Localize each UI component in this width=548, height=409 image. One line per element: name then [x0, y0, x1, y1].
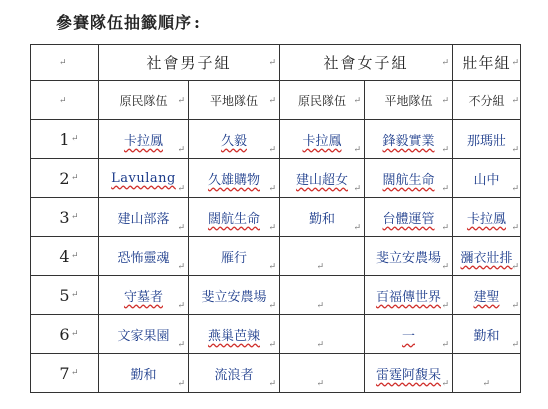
men-plains-cell: 燕巢芭辣 ↵ — [189, 315, 280, 354]
paragraph-mark: ↵ — [511, 223, 519, 233]
senior-cell: 山中 ↵ — [453, 159, 521, 198]
group-senior-header — [453, 45, 521, 81]
paragraph-mark: ↵ — [441, 223, 449, 233]
row-number-cell: 4 ↵ — [31, 237, 99, 276]
subheader-senior-all: 不分組 ↵ — [453, 81, 521, 120]
paragraph-mark: ↵ — [59, 96, 67, 106]
paragraph-mark: ↵ — [482, 379, 490, 389]
paragraph-mark: ↵ — [177, 340, 185, 350]
women-plains-cell: 台體運管 ↵ — [365, 198, 453, 237]
men-plains-cell: 流浪者 ↵ — [189, 354, 280, 393]
paragraph-mark: ↵ — [441, 184, 449, 194]
paragraph-mark: ↵ — [71, 368, 79, 378]
women-aboriginal-cell: 卡拉鳳 ↵ — [280, 120, 365, 159]
senior-cell: 卡拉鳳 ↵ — [453, 198, 521, 237]
title-text: 參賽隊伍抽籤順序 — [56, 13, 193, 32]
paragraph-mark: ↵ — [441, 262, 449, 272]
paragraph-mark: ↵ — [268, 223, 276, 233]
paragraph-mark: ↵ — [441, 58, 449, 68]
senior-cell: 瀰衣壯排 ↵ — [453, 237, 521, 276]
row-number-cell: 3 ↵ — [31, 198, 99, 237]
subheader-men-plains: 平地隊伍 ↵ — [189, 81, 280, 120]
men-aboriginal-cell: 卡拉鳳 ↵ — [99, 120, 189, 159]
men-aboriginal-cell: 文家果園 ↵ — [99, 315, 189, 354]
group-men-label: 社會男子組 — [146, 54, 232, 72]
paragraph-mark: ↵ — [511, 58, 519, 68]
women-plains-cell: 雷霆阿馥呆 ↵ — [365, 354, 453, 393]
paragraph-mark: ↵ — [511, 340, 519, 350]
women-aboriginal-cell: 建山超女 ↵ — [280, 159, 365, 198]
subheader-men-aboriginal: 原民隊伍 ↵ — [99, 81, 189, 120]
senior-cell: 勤和 ↵ — [453, 315, 521, 354]
women-aboriginal-cell — [280, 354, 365, 393]
paragraph-mark: ↵ — [441, 301, 449, 311]
paragraph-mark: ↵ — [71, 251, 79, 261]
women-plains-cell: 一 ↵ — [365, 315, 453, 354]
paragraph-mark: ↵ — [511, 184, 519, 194]
paragraph-mark: ↵ — [353, 184, 361, 194]
paragraph-mark: ↵ — [353, 96, 361, 106]
men-aboriginal-cell: 守墓者 ↵ — [99, 276, 189, 315]
paragraph-mark: ↵ — [177, 145, 185, 155]
men-plains-cell: 久毅 ↵ — [189, 120, 280, 159]
subheader-women-aboriginal: 原民隊伍 ↵ — [280, 81, 365, 120]
women-aboriginal-cell — [280, 276, 365, 315]
paragraph-mark: ↵ — [268, 301, 276, 311]
paragraph-mark: ↵ — [316, 262, 324, 272]
paragraph-mark: ↵ — [441, 145, 449, 155]
table-row — [31, 120, 521, 159]
women-aboriginal-cell — [280, 237, 365, 276]
table-row — [31, 315, 521, 354]
senior-cell: 那瑪壯 ↵ — [453, 120, 521, 159]
table-row — [31, 237, 521, 276]
row-number-cell: 5 ↵ — [31, 276, 99, 315]
group-men-header — [99, 45, 280, 81]
corner-cell — [31, 45, 99, 81]
men-aboriginal-cell: Lavulang ↵ — [99, 159, 189, 198]
paragraph-mark: ↵ — [59, 58, 67, 68]
men-plains-cell: 闊航生命 ↵ — [189, 198, 280, 237]
table-row — [31, 276, 521, 315]
women-plains-cell: 斐立安農場 ↵ — [365, 237, 453, 276]
subheader-women-plains: 平地隊伍 ↵ — [365, 81, 453, 120]
paragraph-mark: ↵ — [511, 145, 519, 155]
paragraph-mark: ↵ — [268, 184, 276, 194]
paragraph-mark: ↵ — [177, 301, 185, 311]
table-row — [31, 198, 521, 237]
women-plains-cell: 鋒毅實業 ↵ — [365, 120, 453, 159]
group-women-header — [280, 45, 453, 81]
row-number-cell: 7 ↵ — [31, 354, 99, 393]
paragraph-mark: ↵ — [177, 184, 185, 194]
group-women-label: 社會女子組 — [323, 54, 409, 72]
paragraph-mark: ↵ — [268, 379, 276, 389]
row-number-cell: 6 ↵ — [31, 315, 99, 354]
document-title — [56, 10, 201, 33]
paragraph-mark: ↵ — [353, 223, 361, 233]
paragraph-mark: ↵ — [71, 212, 79, 222]
paragraph-mark: ↵ — [268, 58, 276, 68]
men-aboriginal-cell: 恐怖靈魂 ↵ — [99, 237, 189, 276]
table-row — [31, 159, 521, 198]
paragraph-mark: ↵ — [71, 173, 79, 183]
paragraph-mark: ↵ — [441, 96, 449, 106]
senior-cell — [453, 354, 521, 393]
row-number-cell: 1 ↵ — [31, 120, 99, 159]
table-row — [31, 354, 521, 393]
women-plains-cell: 闊航生命 ↵ — [365, 159, 453, 198]
draw-order-table — [30, 44, 521, 393]
paragraph-mark: ↵ — [177, 379, 185, 389]
paragraph-mark: ↵ — [316, 340, 324, 350]
paragraph-mark: ↵ — [177, 262, 185, 272]
paragraph-mark: ↵ — [441, 340, 449, 350]
paragraph-mark: ↵ — [511, 96, 519, 106]
subheader-corner-cell — [31, 81, 99, 120]
women-aboriginal-cell — [280, 315, 365, 354]
paragraph-mark: ↵ — [511, 262, 519, 272]
men-aboriginal-cell: 建山部落 ↵ — [99, 198, 189, 237]
paragraph-mark: ↵ — [268, 340, 276, 350]
paragraph-mark: ↵ — [268, 145, 276, 155]
paragraph-mark: ↵ — [316, 379, 324, 389]
women-plains-cell: 百福傳世界 ↵ — [365, 276, 453, 315]
paragraph-mark: ↵ — [441, 379, 449, 389]
men-plains-cell: 久雄購物 ↵ — [189, 159, 280, 198]
paragraph-mark: ↵ — [316, 301, 324, 311]
paragraph-mark: ↵ — [511, 301, 519, 311]
women-aboriginal-cell: 勤和 ↵ — [280, 198, 365, 237]
men-plains-cell: 斐立安農場 ↵ — [189, 276, 280, 315]
title-colon: : — [194, 13, 201, 32]
subheader-row — [31, 81, 521, 120]
paragraph-mark: ↵ — [71, 290, 79, 300]
group-header-row — [31, 45, 521, 81]
row-number-cell: 2 ↵ — [31, 159, 99, 198]
paragraph-mark: ↵ — [353, 145, 361, 155]
paragraph-mark: ↵ — [268, 262, 276, 272]
men-aboriginal-cell: 勤和 ↵ — [99, 354, 189, 393]
men-plains-cell: 雁行 ↵ — [189, 237, 280, 276]
senior-cell: 建聖 ↵ — [453, 276, 521, 315]
paragraph-mark: ↵ — [268, 96, 276, 106]
group-senior-label: 壯年組 — [462, 54, 511, 72]
paragraph-mark: ↵ — [177, 96, 185, 106]
paragraph-mark: ↵ — [71, 329, 79, 339]
paragraph-mark: ↵ — [71, 134, 79, 144]
paragraph-mark: ↵ — [177, 223, 185, 233]
